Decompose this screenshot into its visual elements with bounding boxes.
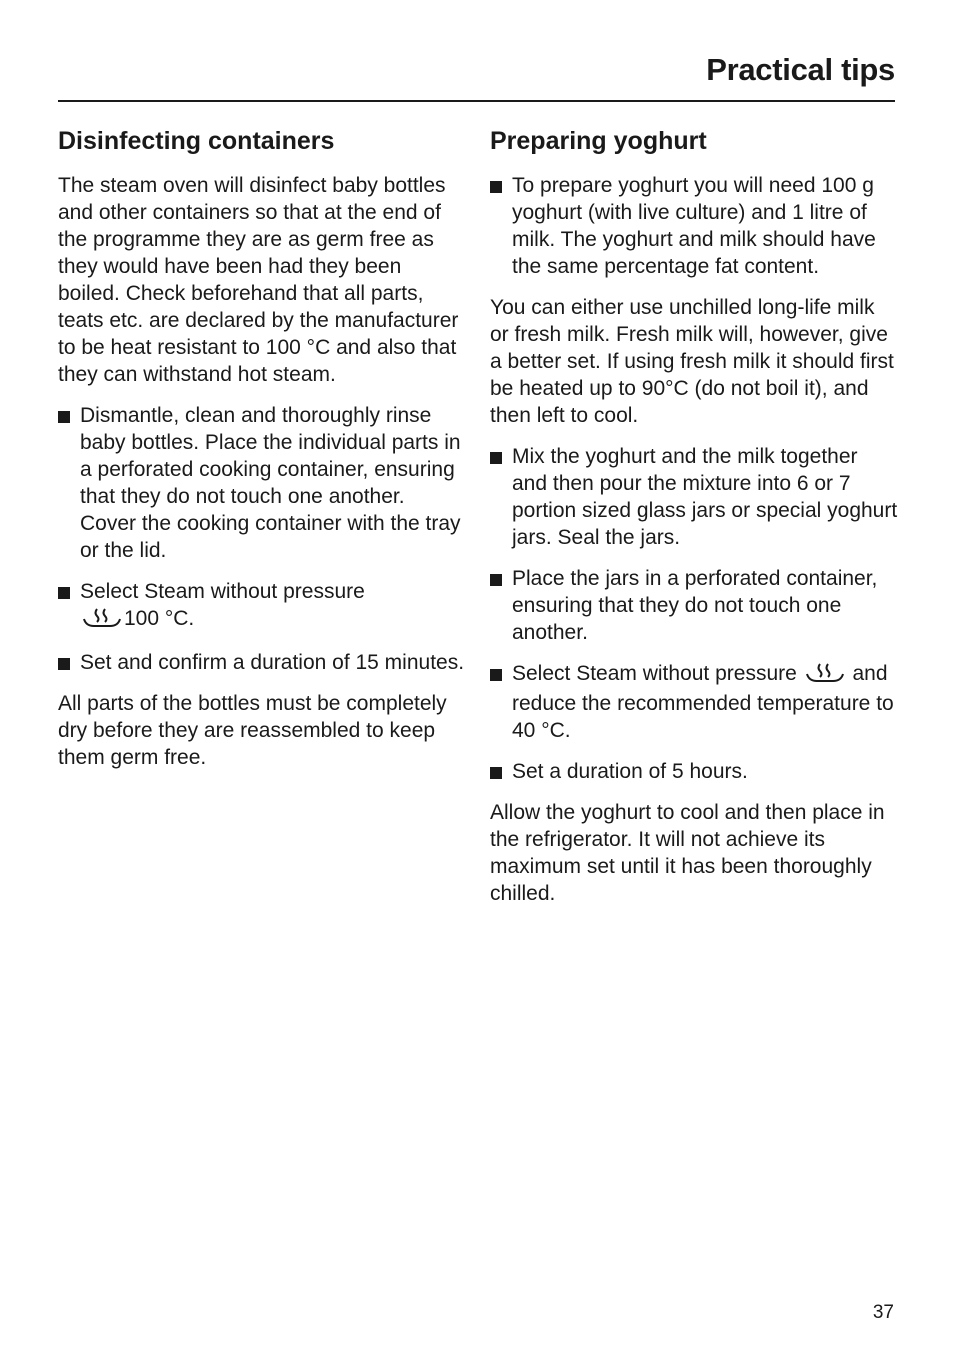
bullet-square-icon [490, 669, 502, 681]
page-header [58, 50, 895, 102]
left-column [58, 124, 466, 785]
right-column [490, 124, 898, 921]
bullet-square-icon [490, 452, 502, 464]
section-heading-yoghurt: Preparing yoghurt [490, 127, 707, 155]
list-item [490, 565, 898, 646]
list-item [490, 172, 898, 280]
intro-paragraph: The steam oven will disinfect baby bottles and other containers so that at the end of the programme they are as germ free as they would have been had they been boiled. Check beforehand that all parts, teats etc. are declared by the manufacturer to be heat resistant to 100 °C and also that they can withstand hot steam. [58, 174, 459, 386]
list-item-text: Mix the yoghurt and the milk together and then pour the mixture into 6 or 7 portion sized glass jars or special yoghurt jars. Seal the jars. [512, 445, 898, 549]
list-item [58, 649, 466, 676]
page-number: 37 [872, 1302, 894, 1323]
milk-paragraph: You can either use unchilled long-life milk or fresh milk. Fresh milk will, however, give a better set. If using fresh milk it should first be heated up to 90°C (do not boil it), and then left to cool. [490, 296, 894, 427]
list-item-text: Select Steam without pressure [80, 580, 365, 603]
bullet-square-icon [490, 767, 502, 779]
list-item-text-suffix: 100 °C. [124, 607, 195, 630]
section-heading-disinfecting: Disinfecting containers [58, 127, 335, 155]
list-item [490, 443, 898, 551]
list-item [58, 578, 466, 635]
steam-without-pressure-icon [82, 606, 122, 635]
bullet-square-icon [58, 411, 70, 423]
page-title: Practical tips [706, 52, 895, 87]
steam-without-pressure-icon [805, 661, 845, 690]
bullet-square-icon [58, 658, 70, 670]
list-item-text: To prepare yoghurt you will need 100 g yoghurt (with live culture) and 1 litre of milk. The yoghurt and milk should have the same percentage fat content. [512, 174, 876, 278]
list-item [490, 660, 898, 744]
bullet-square-icon [490, 181, 502, 193]
list-item-text: Place the jars in a perforated container, ensuring that they do not touch one another. [512, 567, 878, 644]
list-item-text: Set and confirm a duration of 15 minutes. [80, 651, 465, 674]
bullet-square-icon [58, 587, 70, 599]
outro-paragraph: Allow the yoghurt to cool and then place in the refrigerator. It will not achieve its maximum set until it has been thoroughly chilled. [490, 801, 885, 905]
outro-paragraph: All parts of the bottles must be completely dry before they are reassembled to keep them germ free. [58, 692, 447, 769]
list-item [490, 758, 898, 785]
list-item-text: Select Steam without pressure [512, 662, 797, 685]
bullet-square-icon [490, 574, 502, 586]
list-item [58, 402, 466, 564]
list-item-text: Set a duration of 5 hours. [512, 760, 748, 783]
list-item-text-suffix: and reduce the recommended temperature to 40 °C. [512, 662, 894, 742]
list-item-text: Dismantle, clean and thoroughly rinse baby bottles. Place the individual parts in a perforated cooking container, ensuring that they do not touch one another. Cover the cooking container with the tray or the lid. [80, 404, 461, 562]
